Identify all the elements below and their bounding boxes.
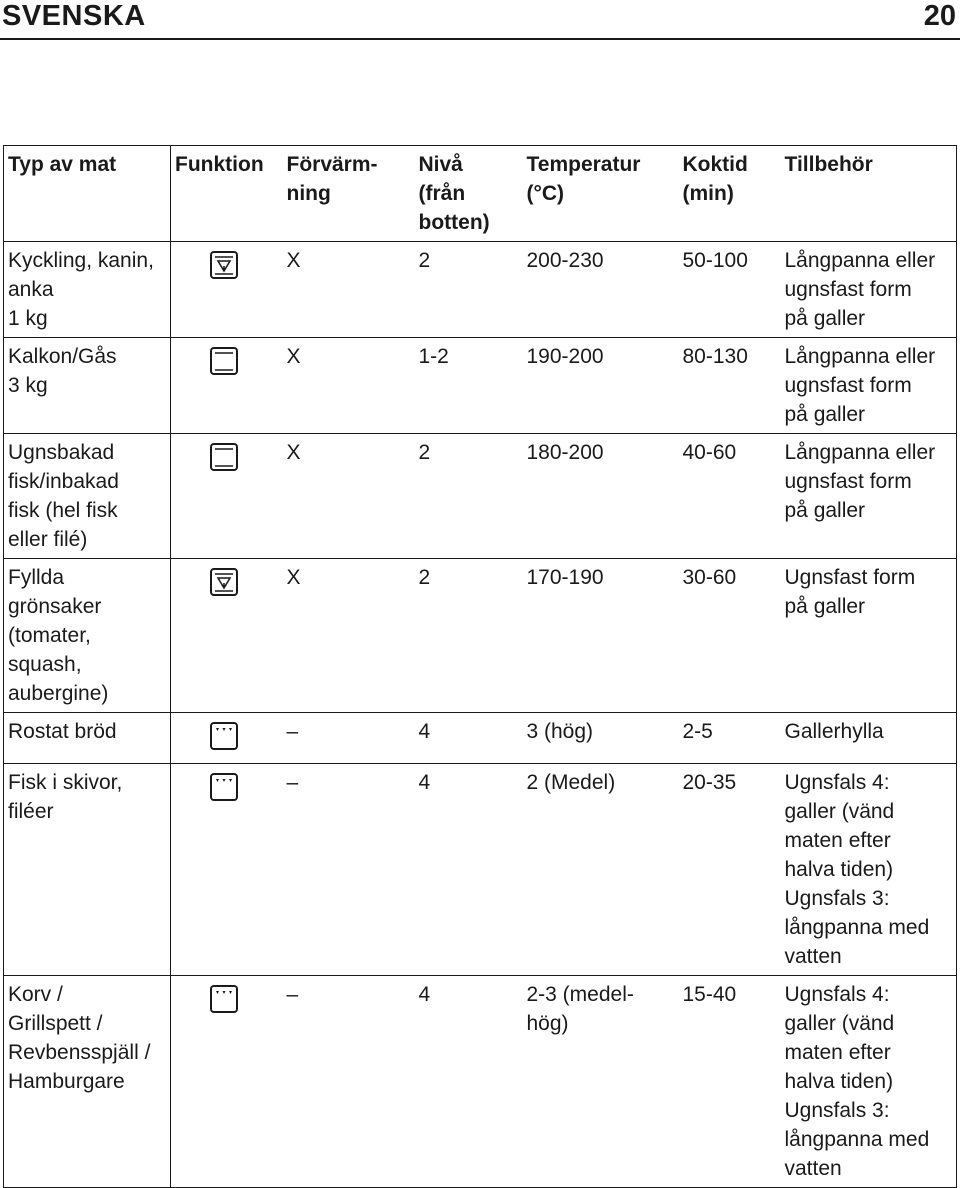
temp-cell: 180-200 <box>523 434 679 559</box>
preheat-cell: – <box>283 713 415 764</box>
temp-cell: 2 (Medel) <box>523 764 679 976</box>
grill-icon <box>209 772 239 802</box>
column-header: Tillbehör <box>781 146 957 242</box>
accessory-cell: Långpanna eller ugnsfast form på galler <box>781 434 957 559</box>
column-header: Funktion <box>171 146 283 242</box>
table-row <box>4 713 957 764</box>
column-header: Förvärm- ning <box>283 146 415 242</box>
temp-cell: 170-190 <box>523 559 679 713</box>
time-cell: 50-100 <box>679 242 781 338</box>
function-cell <box>171 559 283 713</box>
preheat-cell: X <box>283 338 415 434</box>
food-cell: Kalkon/Gås 3 kg <box>4 338 171 434</box>
top-bottom-heat-icon <box>209 346 239 376</box>
food-cell: Fyllda grönsaker (tomater, squash, aubergine) <box>4 559 171 713</box>
table-row <box>4 434 957 559</box>
time-cell: 15-40 <box>679 976 781 1188</box>
food-cell: Kyckling, kanin, anka 1 kg <box>4 242 171 338</box>
column-header: Typ av mat <box>4 146 171 242</box>
food-cell: Ugnsbakad fisk/inbakad fisk (hel fisk eller filé) <box>4 434 171 559</box>
function-cell <box>171 338 283 434</box>
food-cell: Korv / Grillspett / Revbensspjäll / Hamburgare <box>4 976 171 1188</box>
page-header <box>0 0 960 38</box>
table-row <box>4 559 957 713</box>
time-cell: 30-60 <box>679 559 781 713</box>
temp-cell: 2-3 (medel- hög) <box>523 976 679 1188</box>
accessory-cell: Gallerhylla <box>781 713 957 764</box>
section-title: SVENSKA <box>2 0 146 32</box>
level-cell: 4 <box>415 976 523 1188</box>
table-row <box>4 242 957 338</box>
preheat-cell: X <box>283 242 415 338</box>
accessory-cell: Ugnsfals 4: galler (vänd maten efter halva tiden) Ugnsfals 3: långpanna med vatten <box>781 764 957 976</box>
temp-cell: 190-200 <box>523 338 679 434</box>
preheat-cell: X <box>283 434 415 559</box>
grill-icon <box>209 721 239 751</box>
fan-grill-icon <box>209 567 239 597</box>
table-row <box>4 764 957 976</box>
level-cell: 4 <box>415 764 523 976</box>
accessory-cell: Långpanna eller ugnsfast form på galler <box>781 242 957 338</box>
food-cell: Rostat bröd <box>4 713 171 764</box>
level-cell: 1-2 <box>415 338 523 434</box>
header-rule <box>0 38 960 40</box>
temp-cell: 3 (hög) <box>523 713 679 764</box>
level-cell: 4 <box>415 713 523 764</box>
temp-cell: 200-230 <box>523 242 679 338</box>
level-cell: 2 <box>415 242 523 338</box>
function-cell <box>171 434 283 559</box>
cooking-table <box>3 145 957 1188</box>
accessory-cell: Ugnsfast form på galler <box>781 559 957 713</box>
top-bottom-heat-icon <box>209 442 239 472</box>
function-cell <box>171 764 283 976</box>
accessory-cell: Långpanna eller ugnsfast form på galler <box>781 338 957 434</box>
level-cell: 2 <box>415 559 523 713</box>
column-header: Temperatur (°C) <box>523 146 679 242</box>
preheat-cell: – <box>283 764 415 976</box>
time-cell: 2-5 <box>679 713 781 764</box>
fan-grill-icon <box>209 250 239 280</box>
grill-icon <box>209 984 239 1014</box>
function-cell <box>171 242 283 338</box>
level-cell: 2 <box>415 434 523 559</box>
preheat-cell: X <box>283 559 415 713</box>
table-header-row <box>4 146 957 242</box>
page-number: 20 <box>923 0 956 32</box>
column-header: Nivå (från botten) <box>415 146 523 242</box>
column-header: Koktid (min) <box>679 146 781 242</box>
preheat-cell: – <box>283 976 415 1188</box>
food-cell: Fisk i skivor, filéer <box>4 764 171 976</box>
table-row <box>4 338 957 434</box>
time-cell: 80-130 <box>679 338 781 434</box>
time-cell: 40-60 <box>679 434 781 559</box>
function-cell <box>171 713 283 764</box>
accessory-cell: Ugnsfals 4: galler (vänd maten efter halva tiden) Ugnsfals 3: långpanna med vatten <box>781 976 957 1188</box>
time-cell: 20-35 <box>679 764 781 976</box>
